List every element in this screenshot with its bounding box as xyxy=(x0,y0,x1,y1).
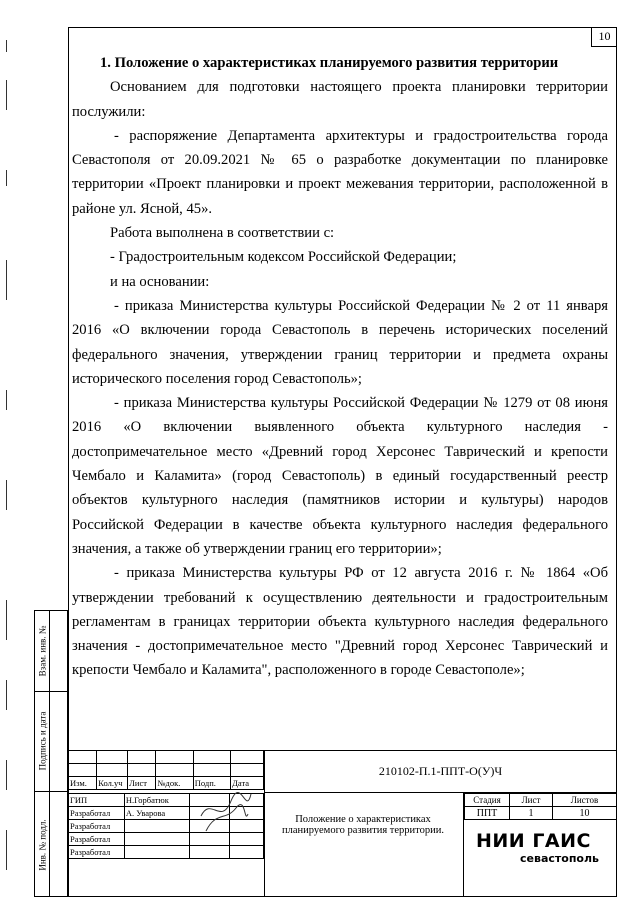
role: ГИП xyxy=(69,794,125,807)
page-number: 10 xyxy=(591,27,617,47)
col-list: Лист xyxy=(128,777,156,790)
role: Разработал xyxy=(69,833,125,846)
paragraph: - Градостроительным кодексом Российской Федерации; xyxy=(110,249,457,266)
side-label-inv: Инв. № подл. xyxy=(37,818,48,871)
title-block xyxy=(68,750,617,897)
sheet-header: Лист xyxy=(510,794,553,807)
revision-table xyxy=(68,750,264,790)
col-data: Дата xyxy=(231,777,264,790)
paragraph: - приказа Министерства культуры Российской Федерации № 2 от 11 января 2016 «О включении города Севастополь в перечень исторических поселений федерального значения, утверждении границ территории и предмета охраны исторического поселения город Севастополь»; xyxy=(72,297,608,387)
stage-header: Стадия xyxy=(465,794,510,807)
role: Разработал xyxy=(69,846,125,859)
signature-image xyxy=(196,786,256,836)
paragraph: и на основании: xyxy=(110,273,210,290)
sheets-header: Листов xyxy=(553,794,617,807)
document-code: 210102-П.1-ППТ-О(У)Ч xyxy=(378,764,503,778)
col-podp: Подп. xyxy=(193,777,230,790)
org-logo-subtitle: севастополь xyxy=(520,852,599,865)
paragraph: Основанием для подготовки настоящего проекта планировки территории послужили: xyxy=(72,79,608,120)
person-name: Н.Горбатюк xyxy=(124,794,189,807)
document-title: Положение о характеристиках планируемого развития территории. xyxy=(282,814,444,836)
document-body xyxy=(72,46,608,683)
sheet-value: 1 xyxy=(510,807,553,820)
paragraph: Работа выполнена в соответствии с: xyxy=(110,225,335,242)
person-name: А. Уварова xyxy=(124,807,189,820)
paragraph: - распоряжение Департамента архитектуры и градостроительства города Севастополя от 20.09.2021 № 65 о разработке документации по планировке территории «Проект планировки и проект межевания территории, расположенной в районе ул. Ясной, 45». xyxy=(72,127,608,217)
stage-table xyxy=(464,793,617,820)
role: Разработал xyxy=(69,807,125,820)
stage-value: ППТ xyxy=(465,807,510,820)
role: Разработал xyxy=(69,820,125,833)
side-label-podpis: Подпись и дата xyxy=(37,711,48,771)
org-logo: НИИ ГАИС xyxy=(476,830,591,852)
paragraph: - приказа Министерства культуры РФ от 12 августа 2016 г. № 1864 «Об утверждении требований к осуществлению деятельности и градостроительным регламентам в границах территории объекта культурного наследия федерального значения - достопримечательное место "Древний город Херсонес Таврический и крепости Чембало и Каламита", расположенного в городе Севастополе»; xyxy=(72,565,608,679)
col-kol: Кол.уч xyxy=(97,777,128,790)
side-label-vzam: Взам. инв. № xyxy=(37,625,48,677)
sheets-value: 10 xyxy=(553,807,617,820)
side-strip xyxy=(34,610,68,897)
col-izm: Изм. xyxy=(69,777,97,790)
paragraph: - приказа Министерства культуры Российской Федерации № 1279 от 08 июня 2016 «О включении выявленного объекта культурного наследия - достопримечательное место «Древний город Херсонес Таврический и крепости Чембало и Каламита» (город Севастополь) в единый государственный реестр объектов культурного наследия (памятников истории и культуры) народов Российской Федерации в качестве объекта культурного наследия федерального значения, а также об утверждении границ его территории»; xyxy=(72,395,608,557)
col-ndok: №док. xyxy=(156,777,193,790)
section-heading: 1. Положение о характеристиках планируемого развития территории xyxy=(100,55,559,71)
